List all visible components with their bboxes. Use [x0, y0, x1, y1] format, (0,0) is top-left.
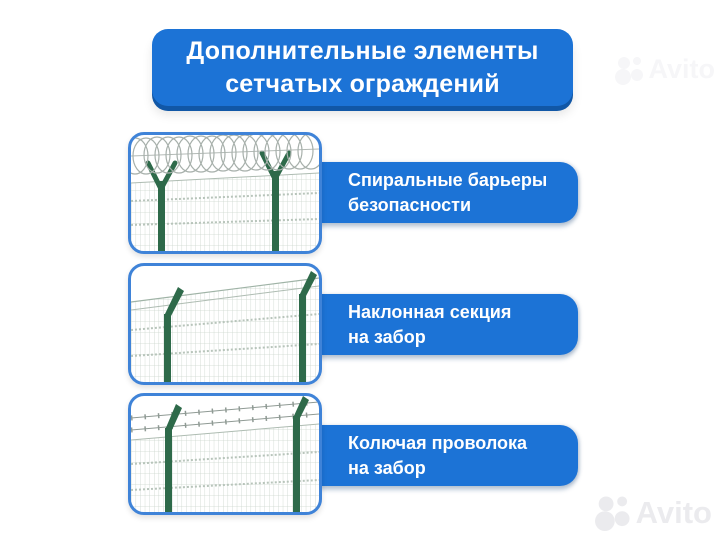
avito-logo-icon: [595, 494, 632, 531]
barbed-wire-fence-illustration: [131, 396, 319, 512]
label-band-barbed-wire: [300, 425, 578, 486]
avito-watermark-bottom-right: [595, 494, 712, 531]
title-banner: [152, 29, 573, 106]
avito-watermark-top-right: [615, 54, 716, 85]
avito-logo-icon: [615, 55, 645, 85]
label-line-1: Спиральные барьеры: [348, 169, 548, 190]
label-line-2: на забор: [348, 457, 426, 478]
avito-watermark-text: Avito: [635, 494, 712, 530]
inclined-section-fence-illustration: [131, 266, 319, 382]
label-band-spiral-barrier: [300, 162, 578, 223]
title-line-1: Дополнительные элементы: [186, 36, 539, 65]
concertina-fence-illustration: [131, 135, 319, 251]
image-card-inclined-section: [128, 263, 322, 385]
label-line-1: Колючая проволока: [348, 432, 528, 453]
avito-watermark-text: Avito: [648, 54, 715, 84]
title-line-2: сетчатых ограждений: [225, 69, 500, 98]
label-line-2: на забор: [348, 326, 426, 347]
label-line-2: безопасности: [348, 194, 472, 215]
image-card-barbed-wire: [128, 393, 322, 515]
label-line-1: Наклонная секция: [348, 301, 512, 322]
image-card-spiral-barrier: [128, 132, 322, 254]
label-band-inclined-section: [300, 294, 578, 355]
